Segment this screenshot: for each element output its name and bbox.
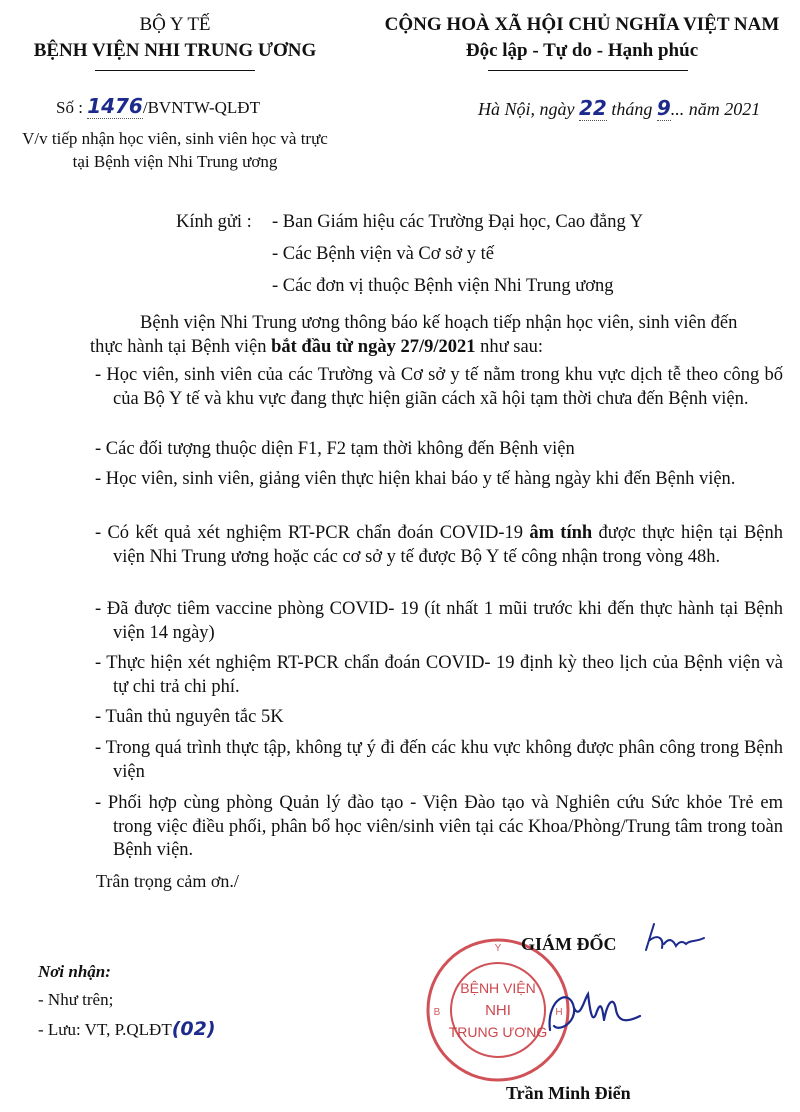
date-month-label: tháng (606, 99, 657, 119)
date-day: 22 (579, 96, 607, 120)
distribution-item-1: - Như trên; (38, 990, 114, 1009)
stamp-line-2: NHI (485, 1002, 511, 1019)
bullet-4-pre: - Có kết quả xét nghiệm RT-PCR chẩn đoán COVID-19 (95, 523, 530, 543)
date-prefix: Hà Nội, ngày (478, 99, 579, 119)
intro-start-date: bắt đầu từ ngày 27/9/2021 (271, 337, 476, 357)
number-suffix: /BVNTW-QLĐT (142, 98, 260, 117)
header-right-rule (488, 70, 688, 71)
recipient-2: - Các Bệnh viện và Cơ sở y tế (272, 244, 494, 264)
recipient-3: - Các đơn vị thuộc Bệnh viện Nhi Trung ương (272, 276, 614, 296)
distribution-item-2-hand: (02) (171, 1018, 216, 1040)
subject-line-1: V/v tiếp nhận học viên, sinh viên học và trực (22, 129, 328, 148)
bullet-5: - Đã được tiêm vaccine phòng COVID- 19 (ít nhất 1 mũi trước khi đến thực hành tại Bệnh viện 14 ngày) (95, 599, 783, 643)
nation-title: CỘNG HOÀ XÃ HỘI CHỦ NGHĨA VIỆT NAM (384, 14, 780, 35)
bullet-8: - Trong quá trình thực tập, không tự ý đi đến các khu vực không được phân công trong Bệnh viện (95, 738, 783, 782)
stamp-line-1: BỆNH VIỆN (460, 980, 536, 996)
signature-title: GIÁM ĐỐC (521, 934, 617, 954)
bullet-1: - Học viên, sinh viên của các Trường và Cơ sở y tế nằm trong khu vực dịch tễ theo công bố của Bộ Y tế và khu vực đang thực hiện giãn cách xã hội tạm thời chưa đến Bệnh viện. (95, 365, 783, 409)
ministry-name: BỘ Y TẾ (139, 14, 211, 35)
stamp-line-3: TRUNG ƯƠNG (448, 1024, 548, 1040)
recipients-label: Kính gửi : (176, 212, 252, 232)
svg-text:Y: Y (494, 943, 502, 954)
signer-name: Trần Minh Điển (506, 1083, 631, 1103)
date-month: 9 (656, 96, 671, 120)
bullet-6: - Thực hiện xét nghiệm RT-PCR chẩn đoán COVID- 19 định kỳ theo lịch của Bệnh viện và tự chi trả chi phí. (95, 653, 783, 697)
nation-motto: Độc lập - Tự do - Hạnh phúc (465, 40, 699, 61)
intro-line-1: Bệnh viện Nhi Trung ương thông báo kế hoạch tiếp nhận học viên, sinh viên đến (140, 313, 738, 333)
recipient-1: - Ban Giám hiệu các Trường Đại học, Cao đẳng Y (272, 212, 644, 232)
bullet-2: - Các đối tượng thuộc diện F1, F2 tạm thời không đến Bệnh viện (95, 439, 575, 459)
initial-signature-icon (640, 920, 710, 960)
bullet-4-bold: âm tính (529, 523, 593, 543)
subject-line-2: tại Bệnh viện Nhi Trung ương (72, 152, 278, 171)
distribution-item-2-pre: - Lưu: VT, P.QLĐT (38, 1020, 172, 1039)
distribution-item-2 (38, 1018, 216, 1040)
document-number (56, 94, 260, 118)
bullet-7: - Tuân thủ nguyên tắc 5K (95, 707, 284, 727)
bullet-3: - Học viên, sinh viên, giảng viên thực hiện khai báo y tế hàng ngày khi đến Bệnh viện. (95, 469, 736, 489)
date-year: ... năm 2021 (670, 99, 761, 119)
bullet-9: - Phối hợp cùng phòng Quản lý đào tạo - Viện Đào tạo và Nghiên cứu Sức khỏe Trẻ em trong việc điều phối, phân bổ học viên/sinh viên tại các Khoa/Phòng/Trung tâm trong toàn Bệnh viện. (95, 793, 783, 860)
date-line (478, 96, 760, 120)
intro-line-2 (90, 335, 770, 359)
bullet-4 (95, 522, 783, 569)
intro-line-2-post: như sau: (475, 337, 544, 357)
closing-text: Trân trọng cảm ơn./ (96, 871, 239, 891)
svg-text:B: B (433, 1007, 441, 1018)
svg-text:H: H (555, 1007, 563, 1018)
header-left-rule (95, 70, 255, 71)
intro-line-2-pre: thực hành tại Bệnh viện (90, 337, 272, 357)
distribution-label: Nơi nhận: (38, 962, 111, 981)
director-signature-icon (540, 980, 650, 1050)
bullet-4-post: được thực hiện tại Bệnh viện Nhi Trung ương hoặc các cơ sở y tế được Bộ Y tế công nhận trong vòng 48h. (113, 523, 783, 567)
hospital-name: BỆNH VIỆN NHI TRUNG ƯƠNG (33, 40, 317, 61)
number-handwritten: 1476 (87, 94, 143, 118)
number-prefix: Số : (56, 98, 88, 117)
